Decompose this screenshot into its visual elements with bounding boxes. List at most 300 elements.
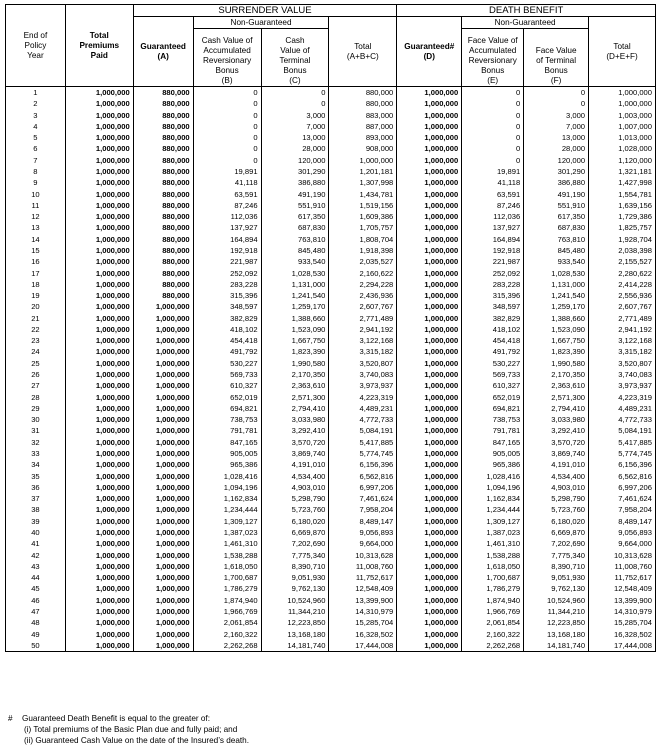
cell-cv-reversionary-bonus: 1,094,196 [193, 482, 261, 493]
cell-guaranteed-surrender-value: 880,000 [133, 98, 193, 109]
cell-guaranteed-surrender-value: 1,000,000 [133, 482, 193, 493]
cell-total-premiums-paid: 1,000,000 [65, 380, 133, 391]
header-non-guaranteed-surrender: Non-Guaranteed [193, 17, 329, 29]
footnote-mark: # [8, 714, 13, 723]
cell-policy-year: 15 [6, 245, 66, 256]
cell-fv-terminal-bonus: 5,723,760 [524, 504, 589, 515]
cell-cv-terminal-bonus: 687,830 [261, 222, 329, 233]
cell-total-surrender-value: 4,489,231 [329, 403, 397, 414]
cell-policy-year: 2 [6, 98, 66, 109]
cell-cv-terminal-bonus: 2,794,410 [261, 403, 329, 414]
table-row [6, 606, 656, 617]
cell-guaranteed-death-benefit: 1,000,000 [397, 211, 462, 222]
header-guaranteed-a: Guaranteed (A) [133, 17, 193, 87]
cell-cv-terminal-bonus: 9,762,130 [261, 583, 329, 594]
cell-fv-reversionary-bonus: 63,591 [462, 189, 524, 200]
cell-total-premiums-paid: 1,000,000 [65, 425, 133, 436]
table-row [6, 245, 656, 256]
cell-policy-year: 20 [6, 301, 66, 312]
cell-cv-reversionary-bonus: 0 [193, 143, 261, 154]
cell-fv-reversionary-bonus: 965,386 [462, 459, 524, 470]
cell-total-death-benefit: 1,639,156 [589, 200, 656, 211]
cell-cv-reversionary-bonus: 283,228 [193, 279, 261, 290]
cell-total-surrender-value: 3,122,168 [329, 335, 397, 346]
cell-policy-year: 1 [6, 87, 66, 99]
table-row [6, 290, 656, 301]
cell-guaranteed-surrender-value: 1,000,000 [133, 629, 193, 640]
cell-cv-terminal-bonus: 1,990,580 [261, 358, 329, 369]
cell-guaranteed-death-benefit: 1,000,000 [397, 358, 462, 369]
table-row [6, 256, 656, 267]
cell-total-surrender-value: 4,223,319 [329, 392, 397, 403]
cell-guaranteed-death-benefit: 1,000,000 [397, 550, 462, 561]
cell-guaranteed-death-benefit: 1,000,000 [397, 335, 462, 346]
cell-total-surrender-value: 7,461,624 [329, 493, 397, 504]
cell-fv-terminal-bonus: 845,480 [524, 245, 589, 256]
cell-total-premiums-paid: 1,000,000 [65, 222, 133, 233]
footnote-line-2: (i) Total premiums of the Basic Plan due and fully paid; and [24, 725, 238, 734]
cell-cv-reversionary-bonus: 569,733 [193, 369, 261, 380]
cell-total-death-benefit: 6,562,816 [589, 471, 656, 482]
cell-total-surrender-value: 13,399,900 [329, 595, 397, 606]
cell-total-premiums-paid: 1,000,000 [65, 189, 133, 200]
table-row [6, 471, 656, 482]
cell-total-surrender-value: 12,548,409 [329, 583, 397, 594]
cell-fv-reversionary-bonus: 221,987 [462, 256, 524, 267]
cell-guaranteed-death-benefit: 1,000,000 [397, 177, 462, 188]
cell-total-death-benefit: 4,489,231 [589, 403, 656, 414]
cell-total-premiums-paid: 1,000,000 [65, 200, 133, 211]
cell-policy-year: 7 [6, 155, 66, 166]
cell-cv-reversionary-bonus: 0 [193, 98, 261, 109]
cell-total-premiums-paid: 1,000,000 [65, 177, 133, 188]
cell-guaranteed-death-benefit: 1,000,000 [397, 504, 462, 515]
cell-total-premiums-paid: 1,000,000 [65, 268, 133, 279]
cell-policy-year: 33 [6, 448, 66, 459]
cell-guaranteed-death-benefit: 1,000,000 [397, 380, 462, 391]
cell-fv-reversionary-bonus: 0 [462, 121, 524, 132]
cell-policy-year: 23 [6, 335, 66, 346]
cell-total-death-benefit: 2,771,489 [589, 313, 656, 324]
cell-total-surrender-value: 4,772,733 [329, 414, 397, 425]
cell-total-death-benefit: 3,122,168 [589, 335, 656, 346]
table-row [6, 493, 656, 504]
cell-policy-year: 30 [6, 414, 66, 425]
table-row [6, 211, 656, 222]
cell-fv-terminal-bonus: 1,523,090 [524, 324, 589, 335]
table-row [6, 177, 656, 188]
cell-cv-terminal-bonus: 6,669,870 [261, 527, 329, 538]
cell-cv-terminal-bonus: 386,880 [261, 177, 329, 188]
cell-cv-reversionary-bonus: 530,227 [193, 358, 261, 369]
cell-total-death-benefit: 3,973,937 [589, 380, 656, 391]
cell-total-surrender-value: 2,160,622 [329, 268, 397, 279]
table-row [6, 222, 656, 233]
cell-fv-reversionary-bonus: 1,461,310 [462, 538, 524, 549]
cell-total-surrender-value: 9,664,000 [329, 538, 397, 549]
cell-policy-year: 42 [6, 550, 66, 561]
cell-guaranteed-surrender-value: 1,000,000 [133, 403, 193, 414]
cell-total-premiums-paid: 1,000,000 [65, 98, 133, 109]
cell-guaranteed-death-benefit: 1,000,000 [397, 493, 462, 504]
cell-guaranteed-surrender-value: 1,000,000 [133, 301, 193, 312]
cell-total-premiums-paid: 1,000,000 [65, 155, 133, 166]
cell-policy-year: 13 [6, 222, 66, 233]
cell-guaranteed-death-benefit: 1,000,000 [397, 516, 462, 527]
cell-total-premiums-paid: 1,000,000 [65, 516, 133, 527]
cell-total-premiums-paid: 1,000,000 [65, 527, 133, 538]
cell-fv-terminal-bonus: 763,810 [524, 234, 589, 245]
cell-cv-terminal-bonus: 8,390,710 [261, 561, 329, 572]
cell-guaranteed-surrender-value: 880,000 [133, 155, 193, 166]
cell-total-surrender-value: 2,294,228 [329, 279, 397, 290]
table-row [6, 155, 656, 166]
cell-total-surrender-value: 14,310,979 [329, 606, 397, 617]
table-row [6, 234, 656, 245]
cell-total-surrender-value: 3,973,937 [329, 380, 397, 391]
table-row [6, 629, 656, 640]
cell-guaranteed-surrender-value: 1,000,000 [133, 471, 193, 482]
cell-guaranteed-surrender-value: 1,000,000 [133, 561, 193, 572]
cell-total-premiums-paid: 1,000,000 [65, 459, 133, 470]
cell-guaranteed-surrender-value: 1,000,000 [133, 358, 193, 369]
cell-fv-terminal-bonus: 1,667,750 [524, 335, 589, 346]
footnote-line-3: (ii) Guaranteed Cash Value on the date of the Insured’s death. [24, 736, 249, 745]
header-total-premiums-paid: Total Premiums Paid [65, 5, 133, 87]
cell-total-surrender-value: 3,520,807 [329, 358, 397, 369]
cell-cv-terminal-bonus: 14,181,740 [261, 640, 329, 652]
cell-cv-terminal-bonus: 6,180,020 [261, 516, 329, 527]
cell-cv-terminal-bonus: 4,903,010 [261, 482, 329, 493]
cell-total-premiums-paid: 1,000,000 [65, 493, 133, 504]
cell-guaranteed-surrender-value: 1,000,000 [133, 448, 193, 459]
cell-total-death-benefit: 3,740,083 [589, 369, 656, 380]
cell-fv-terminal-bonus: 1,259,170 [524, 301, 589, 312]
cell-fv-reversionary-bonus: 2,061,854 [462, 617, 524, 628]
cell-guaranteed-surrender-value: 880,000 [133, 290, 193, 301]
cell-total-surrender-value: 5,774,745 [329, 448, 397, 459]
cell-total-death-benefit: 5,774,745 [589, 448, 656, 459]
cell-cv-reversionary-bonus: 610,327 [193, 380, 261, 391]
cell-total-surrender-value: 893,000 [329, 132, 397, 143]
cell-cv-terminal-bonus: 11,344,210 [261, 606, 329, 617]
footnote-line-1: Guaranteed Death Benefit is equal to the greater of: [22, 714, 210, 723]
cell-guaranteed-surrender-value: 1,000,000 [133, 493, 193, 504]
table-row [6, 301, 656, 312]
cell-cv-terminal-bonus: 2,571,300 [261, 392, 329, 403]
cell-guaranteed-death-benefit: 1,000,000 [397, 143, 462, 154]
cell-cv-reversionary-bonus: 1,700,687 [193, 572, 261, 583]
cell-total-premiums-paid: 1,000,000 [65, 245, 133, 256]
cell-fv-terminal-bonus: 6,669,870 [524, 527, 589, 538]
cell-policy-year: 44 [6, 572, 66, 583]
table-row [6, 459, 656, 470]
cell-guaranteed-surrender-value: 880,000 [133, 177, 193, 188]
cell-policy-year: 24 [6, 346, 66, 357]
cell-fv-reversionary-bonus: 192,918 [462, 245, 524, 256]
cell-fv-reversionary-bonus: 1,618,050 [462, 561, 524, 572]
cell-total-premiums-paid: 1,000,000 [65, 346, 133, 357]
cell-guaranteed-surrender-value: 880,000 [133, 268, 193, 279]
cell-guaranteed-death-benefit: 1,000,000 [397, 561, 462, 572]
cell-cv-terminal-bonus: 551,910 [261, 200, 329, 211]
cell-cv-reversionary-bonus: 1,874,940 [193, 595, 261, 606]
cell-policy-year: 41 [6, 538, 66, 549]
cell-cv-reversionary-bonus: 0 [193, 155, 261, 166]
header-end-of-policy-year: End of Policy Year [6, 5, 66, 87]
cell-total-death-benefit: 8,489,147 [589, 516, 656, 527]
cell-total-surrender-value: 887,000 [329, 121, 397, 132]
cell-guaranteed-surrender-value: 880,000 [133, 121, 193, 132]
cell-guaranteed-death-benefit: 1,000,000 [397, 234, 462, 245]
cell-total-premiums-paid: 1,000,000 [65, 143, 133, 154]
cell-cv-reversionary-bonus: 2,262,268 [193, 640, 261, 652]
cell-fv-reversionary-bonus: 315,396 [462, 290, 524, 301]
cell-fv-reversionary-bonus: 137,927 [462, 222, 524, 233]
cell-guaranteed-death-benefit: 1,000,000 [397, 98, 462, 109]
cell-guaranteed-surrender-value: 1,000,000 [133, 392, 193, 403]
cell-total-premiums-paid: 1,000,000 [65, 437, 133, 448]
cell-fv-terminal-bonus: 10,524,960 [524, 595, 589, 606]
header-cv-terminal-bonus: Cash Value of Terminal Bonus (C) [261, 29, 329, 87]
cell-total-surrender-value: 2,607,767 [329, 301, 397, 312]
cell-guaranteed-surrender-value: 880,000 [133, 87, 193, 99]
cell-cv-terminal-bonus: 5,298,790 [261, 493, 329, 504]
cell-cv-reversionary-bonus: 847,165 [193, 437, 261, 448]
cell-policy-year: 16 [6, 256, 66, 267]
cell-total-premiums-paid: 1,000,000 [65, 110, 133, 121]
cell-policy-year: 14 [6, 234, 66, 245]
cell-guaranteed-death-benefit: 1,000,000 [397, 617, 462, 628]
cell-total-premiums-paid: 1,000,000 [65, 538, 133, 549]
cell-policy-year: 18 [6, 279, 66, 290]
cell-fv-terminal-bonus: 3,000 [524, 110, 589, 121]
cell-total-surrender-value: 1,434,781 [329, 189, 397, 200]
table-row [6, 132, 656, 143]
cell-fv-reversionary-bonus: 0 [462, 98, 524, 109]
cell-fv-reversionary-bonus: 530,227 [462, 358, 524, 369]
cell-fv-reversionary-bonus: 1,162,834 [462, 493, 524, 504]
cell-cv-reversionary-bonus: 694,821 [193, 403, 261, 414]
cell-total-surrender-value: 10,313,628 [329, 550, 397, 561]
cell-policy-year: 10 [6, 189, 66, 200]
cell-total-premiums-paid: 1,000,000 [65, 324, 133, 335]
cell-policy-year: 26 [6, 369, 66, 380]
cell-total-death-benefit: 1,928,704 [589, 234, 656, 245]
table-row [6, 572, 656, 583]
table-row [6, 482, 656, 493]
cell-fv-reversionary-bonus: 0 [462, 87, 524, 99]
cell-fv-terminal-bonus: 1,823,390 [524, 346, 589, 357]
table-row [6, 166, 656, 177]
cell-fv-terminal-bonus: 1,241,540 [524, 290, 589, 301]
table-row [6, 279, 656, 290]
benefit-illustration-table [5, 4, 656, 652]
header-total-abc: Total (A+B+C) [329, 17, 397, 87]
cell-policy-year: 43 [6, 561, 66, 572]
cell-cv-reversionary-bonus: 87,246 [193, 200, 261, 211]
cell-policy-year: 12 [6, 211, 66, 222]
cell-total-death-benefit: 1,000,000 [589, 87, 656, 99]
cell-fv-reversionary-bonus: 19,891 [462, 166, 524, 177]
cell-total-premiums-paid: 1,000,000 [65, 572, 133, 583]
header-cv-reversionary-bonus: Cash Value of Accumulated Reversionary Bonus (B) [193, 29, 261, 87]
cell-fv-terminal-bonus: 3,292,410 [524, 425, 589, 436]
cell-total-surrender-value: 3,315,182 [329, 346, 397, 357]
table-body [6, 87, 656, 652]
cell-total-death-benefit: 1,013,000 [589, 132, 656, 143]
cell-policy-year: 29 [6, 403, 66, 414]
cell-guaranteed-surrender-value: 1,000,000 [133, 606, 193, 617]
cell-total-premiums-paid: 1,000,000 [65, 335, 133, 346]
cell-cv-reversionary-bonus: 1,461,310 [193, 538, 261, 549]
cell-total-death-benefit: 4,772,733 [589, 414, 656, 425]
cell-total-death-benefit: 14,310,979 [589, 606, 656, 617]
cell-total-death-benefit: 12,548,409 [589, 583, 656, 594]
cell-fv-reversionary-bonus: 610,327 [462, 380, 524, 391]
cell-cv-terminal-bonus: 1,259,170 [261, 301, 329, 312]
cell-total-surrender-value: 7,958,204 [329, 504, 397, 515]
cell-guaranteed-death-benefit: 1,000,000 [397, 290, 462, 301]
cell-total-premiums-paid: 1,000,000 [65, 234, 133, 245]
cell-policy-year: 49 [6, 629, 66, 640]
cell-cv-reversionary-bonus: 1,309,127 [193, 516, 261, 527]
cell-guaranteed-death-benefit: 1,000,000 [397, 527, 462, 538]
cell-fv-terminal-bonus: 1,131,000 [524, 279, 589, 290]
cell-fv-terminal-bonus: 6,180,020 [524, 516, 589, 527]
cell-total-death-benefit: 3,315,182 [589, 346, 656, 357]
cell-policy-year: 28 [6, 392, 66, 403]
table-row [6, 358, 656, 369]
cell-total-death-benefit: 2,038,398 [589, 245, 656, 256]
cell-total-surrender-value: 6,156,396 [329, 459, 397, 470]
cell-policy-year: 46 [6, 595, 66, 606]
cell-guaranteed-surrender-value: 880,000 [133, 189, 193, 200]
cell-total-surrender-value: 15,285,704 [329, 617, 397, 628]
cell-guaranteed-surrender-value: 880,000 [133, 279, 193, 290]
cell-cv-terminal-bonus: 301,290 [261, 166, 329, 177]
cell-cv-terminal-bonus: 13,168,180 [261, 629, 329, 640]
cell-guaranteed-surrender-value: 880,000 [133, 132, 193, 143]
cell-guaranteed-death-benefit: 1,000,000 [397, 583, 462, 594]
cell-total-surrender-value: 6,997,206 [329, 482, 397, 493]
cell-fv-terminal-bonus: 12,223,850 [524, 617, 589, 628]
cell-guaranteed-death-benefit: 1,000,000 [397, 346, 462, 357]
cell-fv-terminal-bonus: 13,168,180 [524, 629, 589, 640]
cell-policy-year: 38 [6, 504, 66, 515]
table-row [6, 87, 656, 99]
table-row [6, 561, 656, 572]
cell-total-premiums-paid: 1,000,000 [65, 392, 133, 403]
cell-cv-terminal-bonus: 3,869,740 [261, 448, 329, 459]
cell-fv-reversionary-bonus: 1,387,023 [462, 527, 524, 538]
cell-guaranteed-death-benefit: 1,000,000 [397, 166, 462, 177]
cell-fv-reversionary-bonus: 1,786,279 [462, 583, 524, 594]
cell-total-death-benefit: 9,664,000 [589, 538, 656, 549]
cell-fv-terminal-bonus: 2,170,350 [524, 369, 589, 380]
cell-total-surrender-value: 9,056,893 [329, 527, 397, 538]
cell-total-premiums-paid: 1,000,000 [65, 166, 133, 177]
cell-policy-year: 34 [6, 459, 66, 470]
cell-total-death-benefit: 4,223,319 [589, 392, 656, 403]
cell-fv-terminal-bonus: 0 [524, 98, 589, 109]
cell-total-premiums-paid: 1,000,000 [65, 471, 133, 482]
table-row [6, 550, 656, 561]
cell-cv-reversionary-bonus: 738,753 [193, 414, 261, 425]
cell-cv-terminal-bonus: 2,170,350 [261, 369, 329, 380]
cell-fv-terminal-bonus: 11,344,210 [524, 606, 589, 617]
cell-cv-reversionary-bonus: 454,418 [193, 335, 261, 346]
cell-cv-terminal-bonus: 7,202,690 [261, 538, 329, 549]
cell-total-premiums-paid: 1,000,000 [65, 561, 133, 572]
table-row [6, 425, 656, 436]
cell-total-death-benefit: 1,729,386 [589, 211, 656, 222]
cell-total-premiums-paid: 1,000,000 [65, 550, 133, 561]
cell-total-death-benefit: 1,007,000 [589, 121, 656, 132]
cell-guaranteed-surrender-value: 1,000,000 [133, 380, 193, 391]
cell-cv-terminal-bonus: 4,534,400 [261, 471, 329, 482]
cell-fv-terminal-bonus: 1,990,580 [524, 358, 589, 369]
cell-guaranteed-surrender-value: 880,000 [133, 256, 193, 267]
cell-total-death-benefit: 2,607,767 [589, 301, 656, 312]
cell-guaranteed-death-benefit: 1,000,000 [397, 279, 462, 290]
cell-policy-year: 17 [6, 268, 66, 279]
table-row [6, 380, 656, 391]
cell-total-surrender-value: 6,562,816 [329, 471, 397, 482]
cell-policy-year: 27 [6, 380, 66, 391]
cell-cv-terminal-bonus: 2,363,610 [261, 380, 329, 391]
cell-guaranteed-surrender-value: 1,000,000 [133, 504, 193, 515]
cell-cv-terminal-bonus: 120,000 [261, 155, 329, 166]
cell-fv-reversionary-bonus: 1,028,416 [462, 471, 524, 482]
cell-fv-terminal-bonus: 7,775,340 [524, 550, 589, 561]
cell-cv-terminal-bonus: 491,190 [261, 189, 329, 200]
cell-fv-reversionary-bonus: 1,538,288 [462, 550, 524, 561]
cell-guaranteed-death-benefit: 1,000,000 [397, 268, 462, 279]
cell-fv-terminal-bonus: 14,181,740 [524, 640, 589, 652]
cell-total-surrender-value: 11,752,617 [329, 572, 397, 583]
cell-fv-terminal-bonus: 551,910 [524, 200, 589, 211]
cell-total-surrender-value: 880,000 [329, 98, 397, 109]
cell-guaranteed-surrender-value: 1,000,000 [133, 324, 193, 335]
cell-guaranteed-surrender-value: 880,000 [133, 234, 193, 245]
cell-guaranteed-surrender-value: 1,000,000 [133, 617, 193, 628]
cell-guaranteed-death-benefit: 1,000,000 [397, 425, 462, 436]
cell-fv-terminal-bonus: 0 [524, 87, 589, 99]
table-row [6, 110, 656, 121]
cell-total-death-benefit: 1,003,000 [589, 110, 656, 121]
cell-cv-reversionary-bonus: 382,829 [193, 313, 261, 324]
cell-cv-terminal-bonus: 12,223,850 [261, 617, 329, 628]
cell-total-premiums-paid: 1,000,000 [65, 256, 133, 267]
cell-total-premiums-paid: 1,000,000 [65, 358, 133, 369]
cell-total-surrender-value: 2,035,527 [329, 256, 397, 267]
cell-fv-reversionary-bonus: 418,102 [462, 324, 524, 335]
cell-guaranteed-surrender-value: 880,000 [133, 245, 193, 256]
cell-fv-terminal-bonus: 1,028,530 [524, 268, 589, 279]
cell-total-premiums-paid: 1,000,000 [65, 290, 133, 301]
cell-cv-terminal-bonus: 10,524,960 [261, 595, 329, 606]
cell-fv-terminal-bonus: 28,000 [524, 143, 589, 154]
header-non-guaranteed-death: Non-Guaranteed [462, 17, 589, 29]
cell-guaranteed-death-benefit: 1,000,000 [397, 414, 462, 425]
cell-fv-reversionary-bonus: 382,829 [462, 313, 524, 324]
cell-total-premiums-paid: 1,000,000 [65, 301, 133, 312]
cell-total-death-benefit: 11,008,760 [589, 561, 656, 572]
cell-policy-year: 8 [6, 166, 66, 177]
cell-cv-terminal-bonus: 1,667,750 [261, 335, 329, 346]
cell-total-premiums-paid: 1,000,000 [65, 369, 133, 380]
